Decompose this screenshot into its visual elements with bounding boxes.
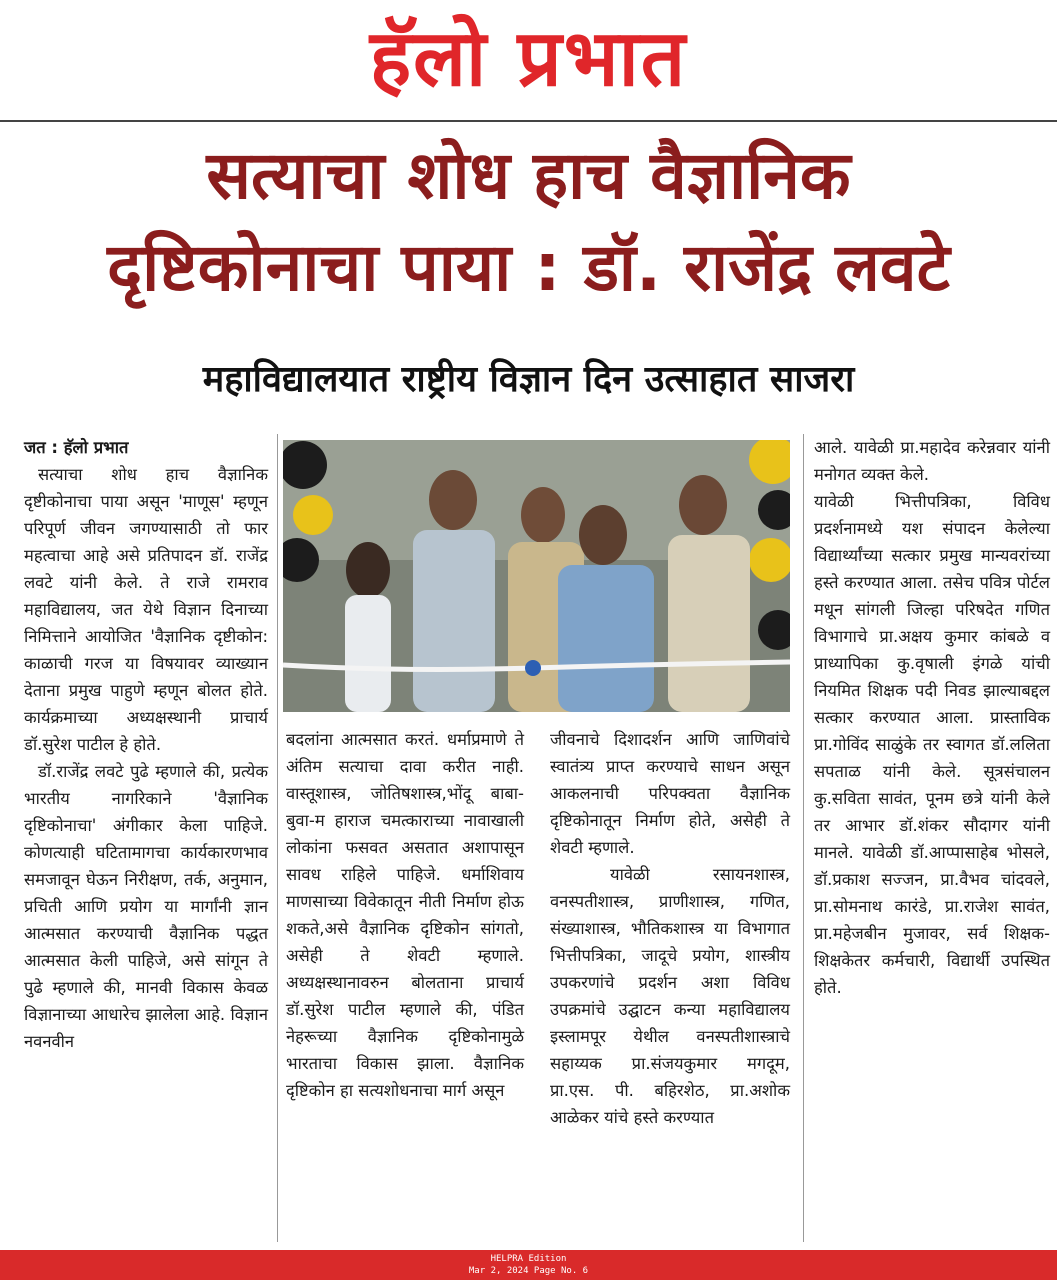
column-divider: [277, 434, 278, 1242]
column-divider: [803, 434, 804, 1242]
headline: [20, 130, 1037, 314]
subheadline: महाविद्यालयात राष्ट्रीय विज्ञान दिन उत्साहात साजरा: [202, 359, 855, 400]
edition-label: HELPRA Edition: [490, 1254, 567, 1264]
footer-bar: [0, 1250, 1057, 1280]
article-paragraph: सत्याचा शोध हाच वैज्ञानिक दृष्टीकोनाचा पाया असून 'माणूस' म्हणून परिपूर्ण जीवन जगण्यासाठी तो फार महत्वाचा आहे असे प्रतिपादन डॉ. राजेंद्र लवटे यांनी केले. ते राजे रामराव महाविद्यालय, जत येथे विज्ञान दिनाच्या निमित्ताने आयोजित 'वैज्ञानिक दृष्टीकोन: काळाची गरज या विषयावर व्याख्यान देताना प्रमुख पाहुणे म्हणून बोलत होते. कार्यक्रमाच्या अध्यक्षस्थानी प्राचार्य डॉ.सुरेश पाटील हे होते.: [24, 465, 268, 754]
masthead-divider: [0, 120, 1057, 122]
article-paragraph: यावेळी रसायनशास्त्र, वनस्पतीशास्त्र, प्राणीशास्त्र, गणित, संख्याशास्त्र, भौतिकशास्त्र या विभागात भित्तीपत्रिका, जादूचे प्रयोग, शास्त्रीय उपकरणांचे प्रदर्शन अशा विविध उपक्रमांचे उद्घाटन कन्या महाविद्यालय इस्लामपूर येथील वनस्पतीशास्त्राचे सहाय्यक प्रा.संजयकुमार मगदूम, प्रा.एस. पी. बहिरशेठ, प्रा.अशोक आळेकर यांचे हस्ते करण्यात: [550, 865, 790, 1127]
article-paragraph: जीवनाचे दिशादर्शन आणि जाणिवांचे स्वातंत्र्य प्राप्त करण्याचे साधन असून आकलनाची परिपक्वता वैज्ञानिक दृष्टिकोनातून निर्माण होते, असेही ते शेवटी म्हणाले.: [550, 730, 790, 857]
article-paragraph: यावेळी भित्तीपत्रिका, विविध प्रदर्शनामध्ये यश संपादन केलेल्या विद्यार्थ्यांच्या सत्कार प्रमुख मान्यवरांच्या हस्ते करण्यात आला. तसेच पवित्र पोर्टल मधून सांगली जिल्हा परिषदेत गणित विभागाचे प्रा.अक्षय कुमार कांबळे व प्राध्यापिका कु.वृषाली इंगळे यांची नियमित शिक्षक पदी निवड झाल्याबद्दल सत्कार करण्यात आला. प्रास्ताविक प्रा.गोविंद साळुंके तर स्वागत डॉ.ललिता सपताळ यांनी केले. सूत्रसंचालन कु.सविता सावंत, पूनम छत्रे यांनी केले तर आभार डॉ.शंकर सौदागर यांनी मानले. यावेळी डॉ.आप्पासाहेब भोसले, डॉ.प्रकाश सज्जन, प्रा.वैभव चांदवले, प्रा.सोमनाथ कारंडे, प्रा.राजेश सावंत, प्रा.महेजबीन मुजावर, सर्व शिक्षक-शिक्षकेतर कर्मचारी, विद्यार्थी उपस्थित होते.: [814, 492, 1050, 997]
article-column-3: [550, 726, 790, 1131]
news-photo: [283, 440, 790, 712]
article-column-2: [286, 726, 524, 1104]
masthead-title: हॅलो प्रभात: [369, 14, 688, 104]
ribbon-cutting-photo: [283, 440, 790, 712]
date-page-label: Mar 2, 2024 Page No. 6: [468, 1266, 589, 1276]
masthead: [0, 0, 1057, 118]
article-paragraph: डॉ.राजेंद्र लवटे पुढे म्हणाले की, प्रत्येक भारतीय नागरिकाने 'वैज्ञानिक दृष्टिकोनाचा' अंगीकार केला पाहिजे. कोणत्याही घटितामागचा कार्यकारणभाव समजावून घेऊन निरीक्षण, तर्क, अनुमान, प्रचिती आणि प्रयोग या मार्गांनी ज्ञान आत्मसात करण्याची वैज्ञानिक पद्धत आत्मसात केली पाहिजे, असे सांगून ते पुढे म्हणाले की, मानवी विकास केवळ विज्ञानाच्या आधारेच झालेला आहे. विज्ञान नवनवीन: [24, 762, 268, 1051]
article-column-1: [24, 434, 268, 1055]
headline-line-2: दृष्टिकोनाचा पाया : डॉ. राजेंद्र लवटे: [107, 229, 950, 306]
dateline: जत : हॅलो प्रभात: [24, 438, 129, 457]
article-paragraph: बदलांना आत्मसात करतं. धर्माप्रमाणे ते अंतिम सत्याचा दावा करीत नाही. वास्तूशास्त्र, जोतिषशास्त्र,भोंदू बाबा-बुवा-म हाराज चमत्काराच्या नावाखाली लोकांना फसवत असतात अशापासून सावध राहिले पाहिजे. धर्माशिवाय माणसाच्या विवेकातून नीती निर्माण होऊ शकते,असे वैज्ञानिक दृष्टिकोन सांगतो, असेही ते शेवटी म्हणाले. अध्यक्षस्थानावरुन बोलताना प्राचार्य डॉ.सुरेश पाटील म्हणाले की, पंडित नेहरूच्या वैज्ञानिक दृष्टिकोनामुळे भारताचा विकास झाला. वैज्ञानिक दृष्टिकोन हा सत्यशोधनाचा मार्ग असून: [286, 730, 524, 1100]
article-column-4: [814, 434, 1050, 1001]
article-paragraph: आले. यावेळी प्रा.महादेव करेन्नवार यांनी मनोगत व्यक्त केले.: [814, 438, 1050, 484]
headline-line-1: सत्याचा शोध हाच वैज्ञानिक: [206, 137, 851, 214]
